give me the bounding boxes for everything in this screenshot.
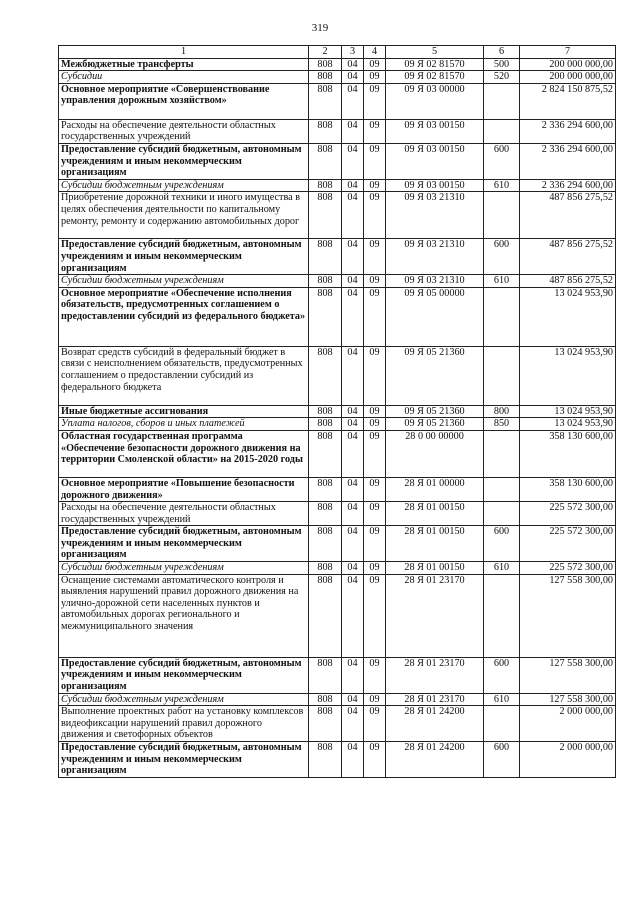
row-section-code: 04 xyxy=(342,58,364,71)
row-target-article: 28 Я 01 00150 xyxy=(386,502,484,526)
table-row xyxy=(59,706,616,742)
row-expense-type: 600 xyxy=(484,526,520,562)
header-col-7: 7 xyxy=(520,46,616,59)
row-admin-code: 808 xyxy=(309,179,342,192)
row-target-article: 28 Я 01 23170 xyxy=(386,574,484,657)
row-admin-code: 808 xyxy=(309,275,342,288)
row-name: Основное мероприятие «Повышение безопасности дорожного движения» xyxy=(59,477,309,501)
table-row xyxy=(59,477,616,501)
row-admin-code: 808 xyxy=(309,418,342,431)
row-subsection-code: 09 xyxy=(364,693,386,706)
row-name: Предоставление субсидий бюджетным, автономным учреждениям и иным некоммерческим организациям xyxy=(59,239,309,275)
row-section-code: 04 xyxy=(342,405,364,418)
row-amount: 225 572 300,00 xyxy=(520,526,616,562)
row-name: Межбюджетные трансферты xyxy=(59,58,309,71)
row-section-code: 04 xyxy=(342,71,364,84)
row-expense-type: 600 xyxy=(484,143,520,179)
row-section-code: 04 xyxy=(342,192,364,239)
table-row xyxy=(59,58,616,71)
row-subsection-code: 09 xyxy=(364,143,386,179)
row-target-article: 28 Я 01 00150 xyxy=(386,526,484,562)
row-admin-code: 808 xyxy=(309,119,342,143)
row-subsection-code: 09 xyxy=(364,192,386,239)
table-body xyxy=(59,58,616,777)
row-section-code: 04 xyxy=(342,275,364,288)
row-name: Предоставление субсидий бюджетным, автономным учреждениям и иным некоммерческим организациям xyxy=(59,742,309,778)
row-expense-type: 520 xyxy=(484,71,520,84)
row-expense-type: 800 xyxy=(484,405,520,418)
row-expense-type xyxy=(484,706,520,742)
row-amount: 127 558 300,00 xyxy=(520,657,616,693)
row-name: Расходы на обеспечение деятельности областных государственных учреждений xyxy=(59,119,309,143)
table-row xyxy=(59,742,616,778)
row-admin-code: 808 xyxy=(309,562,342,575)
row-name: Возврат средств субсидий в федеральный бюджет в связи с неисполнением обязательств, предусмотренных соглашением о предоставлении субсидий из федерального бюджета xyxy=(59,346,309,405)
header-col-2: 2 xyxy=(309,46,342,59)
row-name: Предоставление субсидий бюджетным, автономным учреждениям и иным некоммерческим организациям xyxy=(59,143,309,179)
row-subsection-code: 09 xyxy=(364,418,386,431)
table-row xyxy=(59,502,616,526)
row-subsection-code: 09 xyxy=(364,657,386,693)
row-admin-code: 808 xyxy=(309,477,342,501)
row-amount: 13 024 953,90 xyxy=(520,287,616,346)
row-name: Предоставление субсидий бюджетным, автономным учреждениям и иным некоммерческим организациям xyxy=(59,657,309,693)
row-name: Расходы на обеспечение деятельности областных государственных учреждений xyxy=(59,502,309,526)
row-section-code: 04 xyxy=(342,574,364,657)
row-subsection-code: 09 xyxy=(364,405,386,418)
row-section-code: 04 xyxy=(342,477,364,501)
row-section-code: 04 xyxy=(342,706,364,742)
row-name: Субсидии бюджетным учреждениям xyxy=(59,693,309,706)
table-row xyxy=(59,574,616,657)
table-row xyxy=(59,526,616,562)
row-subsection-code: 09 xyxy=(364,430,386,477)
row-target-article: 28 Я 01 00150 xyxy=(386,562,484,575)
row-section-code: 04 xyxy=(342,693,364,706)
row-expense-type xyxy=(484,430,520,477)
row-section-code: 04 xyxy=(342,526,364,562)
table-row xyxy=(59,143,616,179)
row-section-code: 04 xyxy=(342,83,364,119)
row-subsection-code: 09 xyxy=(364,239,386,275)
table-row xyxy=(59,287,616,346)
table-row xyxy=(59,83,616,119)
table-row xyxy=(59,430,616,477)
row-subsection-code: 09 xyxy=(364,706,386,742)
table-row xyxy=(59,71,616,84)
row-admin-code: 808 xyxy=(309,71,342,84)
row-name: Выполнение проектных работ на установку комплексов видеофиксации нарушений правил дорожного движения и светофорных объектов xyxy=(59,706,309,742)
row-expense-type xyxy=(484,192,520,239)
row-target-article: 28 Я 01 23170 xyxy=(386,693,484,706)
row-target-article: 09 Я 02 81570 xyxy=(386,58,484,71)
row-section-code: 04 xyxy=(342,502,364,526)
row-target-article: 09 Я 03 21310 xyxy=(386,239,484,275)
row-target-article: 28 Я 01 24200 xyxy=(386,742,484,778)
row-subsection-code: 09 xyxy=(364,58,386,71)
table-row xyxy=(59,562,616,575)
row-section-code: 04 xyxy=(342,287,364,346)
row-target-article: 09 Я 05 00000 xyxy=(386,287,484,346)
row-target-article: 09 Я 05 21360 xyxy=(386,418,484,431)
table-row xyxy=(59,239,616,275)
table-row xyxy=(59,275,616,288)
row-subsection-code: 09 xyxy=(364,119,386,143)
row-amount: 2 336 294 600,00 xyxy=(520,143,616,179)
row-subsection-code: 09 xyxy=(364,574,386,657)
row-section-code: 04 xyxy=(342,143,364,179)
row-target-article: 09 Я 03 00150 xyxy=(386,143,484,179)
row-admin-code: 808 xyxy=(309,430,342,477)
row-amount: 487 856 275,52 xyxy=(520,192,616,239)
row-admin-code: 808 xyxy=(309,192,342,239)
page-number: 319 xyxy=(311,22,329,34)
row-expense-type xyxy=(484,574,520,657)
row-name: Оснащение системами автоматического контроля и выявления нарушений правил дорожного движения на улично-дорожной сети населенных пунктов и автомобильных дорогах регионального и межмуниципального значения xyxy=(59,574,309,657)
row-amount: 200 000 000,00 xyxy=(520,71,616,84)
row-target-article: 09 Я 03 21310 xyxy=(386,192,484,239)
row-subsection-code: 09 xyxy=(364,562,386,575)
row-amount: 2 336 294 600,00 xyxy=(520,179,616,192)
row-name: Областная государственная программа «Обеспечение безопасности дорожного движения на территории Смоленской области» на 2015-2020 годы xyxy=(59,430,309,477)
row-expense-type: 610 xyxy=(484,693,520,706)
row-subsection-code: 09 xyxy=(364,526,386,562)
row-amount: 2 000 000,00 xyxy=(520,706,616,742)
row-amount: 13 024 953,90 xyxy=(520,418,616,431)
row-section-code: 04 xyxy=(342,179,364,192)
row-subsection-code: 09 xyxy=(364,83,386,119)
row-subsection-code: 09 xyxy=(364,179,386,192)
row-amount: 358 130 600,00 xyxy=(520,477,616,501)
row-target-article: 09 Я 03 00000 xyxy=(386,83,484,119)
row-admin-code: 808 xyxy=(309,693,342,706)
row-expense-type xyxy=(484,119,520,143)
header-col-6: 6 xyxy=(484,46,520,59)
row-subsection-code: 09 xyxy=(364,287,386,346)
row-name: Субсидии бюджетным учреждениям xyxy=(59,562,309,575)
row-admin-code: 808 xyxy=(309,526,342,562)
row-amount: 358 130 600,00 xyxy=(520,430,616,477)
row-amount: 225 572 300,00 xyxy=(520,562,616,575)
row-section-code: 04 xyxy=(342,239,364,275)
row-expense-type xyxy=(484,477,520,501)
table-row xyxy=(59,418,616,431)
budget-table xyxy=(58,45,616,778)
row-section-code: 04 xyxy=(342,119,364,143)
row-amount: 13 024 953,90 xyxy=(520,405,616,418)
row-amount: 127 558 300,00 xyxy=(520,693,616,706)
row-section-code: 04 xyxy=(342,430,364,477)
row-target-article: 09 Я 02 81570 xyxy=(386,71,484,84)
row-expense-type xyxy=(484,287,520,346)
table-row xyxy=(59,693,616,706)
row-admin-code: 808 xyxy=(309,574,342,657)
row-amount: 13 024 953,90 xyxy=(520,346,616,405)
row-target-article: 28 Я 01 00000 xyxy=(386,477,484,501)
row-amount: 487 856 275,52 xyxy=(520,239,616,275)
row-admin-code: 808 xyxy=(309,502,342,526)
table-row xyxy=(59,405,616,418)
header-col-5: 5 xyxy=(386,46,484,59)
row-admin-code: 808 xyxy=(309,706,342,742)
row-admin-code: 808 xyxy=(309,657,342,693)
row-target-article: 09 Я 05 21360 xyxy=(386,346,484,405)
row-section-code: 04 xyxy=(342,657,364,693)
row-name: Приобретение дорожной техники и иного имущества в целях обеспечения деятельности по капитальному ремонту, ремонту и содержанию автомобильных дорог xyxy=(59,192,309,239)
row-expense-type: 500 xyxy=(484,58,520,71)
row-subsection-code: 09 xyxy=(364,275,386,288)
row-expense-type: 610 xyxy=(484,562,520,575)
row-admin-code: 808 xyxy=(309,239,342,275)
table-row xyxy=(59,119,616,143)
row-section-code: 04 xyxy=(342,346,364,405)
row-name: Субсидии бюджетным учреждениям xyxy=(59,179,309,192)
row-admin-code: 808 xyxy=(309,346,342,405)
row-target-article: 09 Я 03 00150 xyxy=(386,119,484,143)
row-amount: 487 856 275,52 xyxy=(520,275,616,288)
row-name: Уплата налогов, сборов и иных платежей xyxy=(59,418,309,431)
row-name: Субсидии бюджетным учреждениям xyxy=(59,275,309,288)
row-expense-type xyxy=(484,346,520,405)
row-admin-code: 808 xyxy=(309,83,342,119)
row-name: Основное мероприятие «Совершенствование управления дорожным хозяйством» xyxy=(59,83,309,119)
row-admin-code: 808 xyxy=(309,742,342,778)
row-admin-code: 808 xyxy=(309,143,342,179)
row-expense-type: 850 xyxy=(484,418,520,431)
header-col-4: 4 xyxy=(364,46,386,59)
row-amount: 2 824 150 875,52 xyxy=(520,83,616,119)
row-name: Субсидии xyxy=(59,71,309,84)
table-row xyxy=(59,192,616,239)
row-amount: 225 572 300,00 xyxy=(520,502,616,526)
table-row xyxy=(59,657,616,693)
row-target-article: 09 Я 05 21360 xyxy=(386,405,484,418)
row-target-article: 28 Я 01 23170 xyxy=(386,657,484,693)
row-expense-type: 610 xyxy=(484,275,520,288)
row-expense-type: 600 xyxy=(484,657,520,693)
row-target-article: 09 Я 03 00150 xyxy=(386,179,484,192)
table-header-row xyxy=(59,46,616,59)
row-subsection-code: 09 xyxy=(364,502,386,526)
row-expense-type: 600 xyxy=(484,239,520,275)
row-admin-code: 808 xyxy=(309,405,342,418)
row-amount: 2 000 000,00 xyxy=(520,742,616,778)
row-expense-type xyxy=(484,502,520,526)
row-section-code: 04 xyxy=(342,742,364,778)
table-row xyxy=(59,179,616,192)
row-subsection-code: 09 xyxy=(364,742,386,778)
row-expense-type xyxy=(484,83,520,119)
row-target-article: 28 0 00 00000 xyxy=(386,430,484,477)
row-section-code: 04 xyxy=(342,562,364,575)
row-amount: 2 336 294 600,00 xyxy=(520,119,616,143)
row-admin-code: 808 xyxy=(309,287,342,346)
row-amount: 127 558 300,00 xyxy=(520,574,616,657)
row-name: Основное мероприятие «Обеспечение исполнения обязательств, предусмотренных соглашением о предоставлении субсидий из федерального бюджета» xyxy=(59,287,309,346)
row-target-article: 28 Я 01 24200 xyxy=(386,706,484,742)
table-row xyxy=(59,346,616,405)
row-section-code: 04 xyxy=(342,418,364,431)
header-col-1: 1 xyxy=(59,46,309,59)
row-target-article: 09 Я 03 21310 xyxy=(386,275,484,288)
row-name: Иные бюджетные ассигнования xyxy=(59,405,309,418)
header-col-3: 3 xyxy=(342,46,364,59)
row-expense-type: 600 xyxy=(484,742,520,778)
row-subsection-code: 09 xyxy=(364,346,386,405)
row-name: Предоставление субсидий бюджетным, автономным учреждениям и иным некоммерческим организациям xyxy=(59,526,309,562)
row-expense-type: 610 xyxy=(484,179,520,192)
row-amount: 200 000 000,00 xyxy=(520,58,616,71)
row-admin-code: 808 xyxy=(309,58,342,71)
row-subsection-code: 09 xyxy=(364,477,386,501)
row-subsection-code: 09 xyxy=(364,71,386,84)
